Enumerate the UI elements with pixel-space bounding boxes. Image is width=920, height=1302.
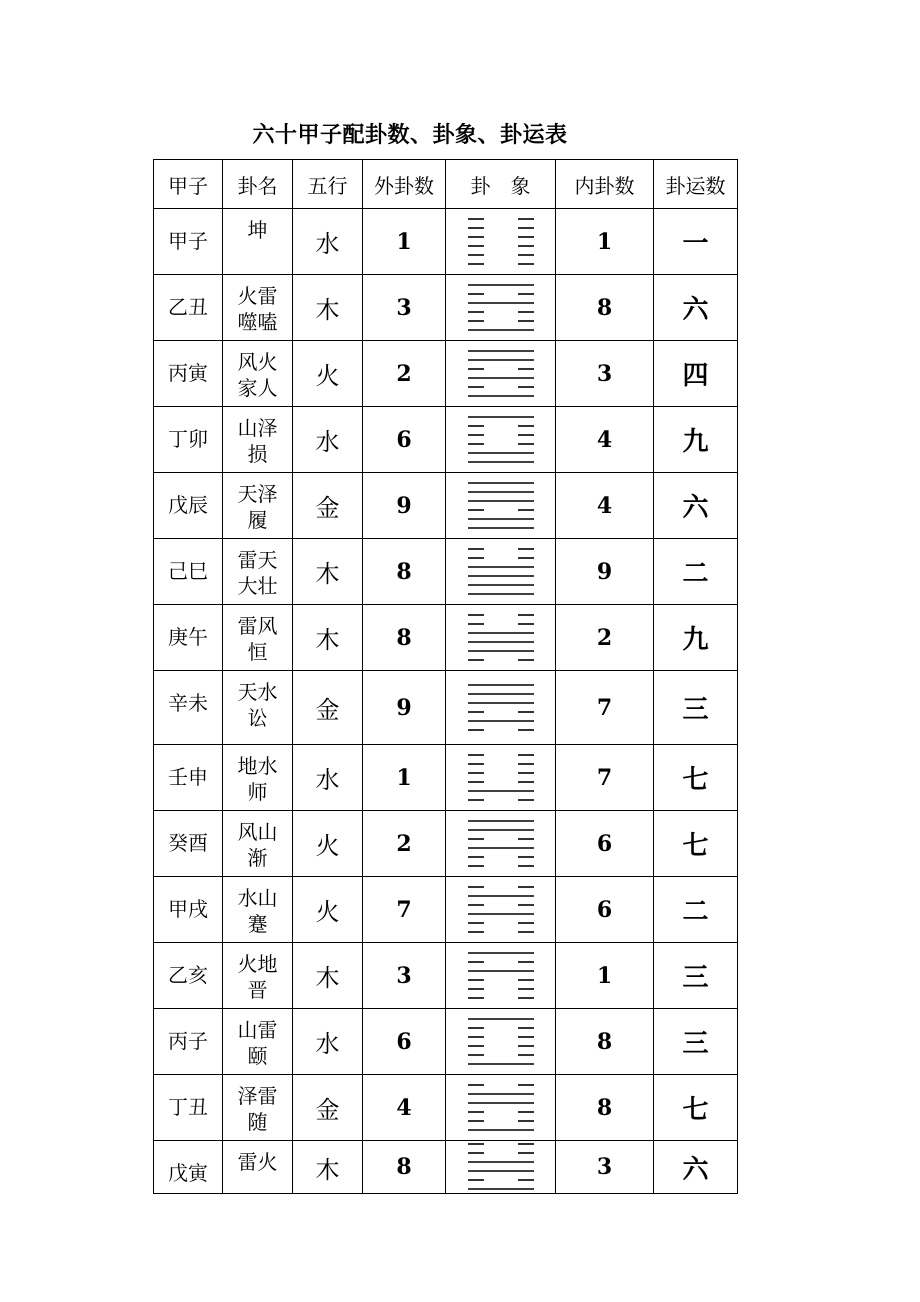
guaming-line-2: 随 <box>247 1110 268 1134</box>
cell-jiazi: 甲子 <box>154 209 223 275</box>
hexagram-icon <box>466 612 536 664</box>
hexagram-icon <box>466 1141 536 1193</box>
cell-guayun: 九 <box>654 407 738 473</box>
cell-guayun: 二 <box>654 539 738 605</box>
cell-wuxing: 金 <box>293 1075 363 1141</box>
guaming-line-2: 晋 <box>247 978 268 1002</box>
cell-wuxing: 金 <box>293 671 363 745</box>
cell-wuxing: 木 <box>293 275 363 341</box>
cell-jiazi: 甲戌 <box>154 877 223 943</box>
cell-neigua: 2 <box>556 605 654 671</box>
cell-guayun: 二 <box>654 877 738 943</box>
guaming-line-1: 天水 <box>237 680 278 704</box>
cell-guaxiang <box>446 1141 556 1194</box>
cell-guayun: 三 <box>654 943 738 1009</box>
guaming-line-1: 火地 <box>237 952 278 976</box>
cell-guaming <box>223 209 293 275</box>
cell-waigua: 9 <box>363 671 446 745</box>
cell-neigua: 9 <box>556 539 654 605</box>
cell-jiazi: 丁卯 <box>154 407 223 473</box>
table-row <box>154 407 738 473</box>
guaming-line-1: 山雷 <box>237 1018 278 1042</box>
cell-guayun: 七 <box>654 811 738 877</box>
cell-wuxing: 火 <box>293 811 363 877</box>
cell-neigua: 3 <box>556 1141 654 1194</box>
cell-guaming <box>223 407 293 473</box>
hexagram-icon <box>466 682 536 734</box>
cell-waigua: 4 <box>363 1075 446 1141</box>
cell-waigua: 9 <box>363 473 446 539</box>
cell-guaming <box>223 341 293 407</box>
cell-neigua: 6 <box>556 877 654 943</box>
header-jiazi: 甲子 <box>154 160 223 209</box>
table-row <box>154 745 738 811</box>
table-row <box>154 811 738 877</box>
cell-waigua: 2 <box>363 341 446 407</box>
cell-guaming <box>223 275 293 341</box>
hexagram-icon <box>466 1016 536 1068</box>
cell-guaming <box>223 671 293 745</box>
table-row <box>154 605 738 671</box>
cell-guayun: 七 <box>654 745 738 811</box>
header-row <box>154 160 738 209</box>
table-row <box>154 539 738 605</box>
cell-jiazi: 戊寅 <box>154 1141 223 1194</box>
guaming-line-1: 泽雷 <box>237 1084 278 1108</box>
header-wuxing: 五行 <box>293 160 363 209</box>
cell-neigua: 7 <box>556 745 654 811</box>
guaming-line-2: 履 <box>247 508 268 532</box>
hexagram-icon <box>466 216 536 268</box>
cell-waigua: 8 <box>363 539 446 605</box>
cell-guaxiang <box>446 341 556 407</box>
cell-wuxing: 水 <box>293 1009 363 1075</box>
cell-guayun: 六 <box>654 1141 738 1194</box>
hexagram-icon <box>466 414 536 466</box>
guaming-line-1: 地水 <box>237 754 278 778</box>
hexagram-icon <box>466 546 536 598</box>
cell-waigua: 8 <box>363 1141 446 1194</box>
cell-wuxing: 木 <box>293 605 363 671</box>
cell-wuxing: 水 <box>293 745 363 811</box>
guaming-line-2: 蹇 <box>247 912 268 936</box>
table-row <box>154 341 738 407</box>
cell-waigua: 7 <box>363 877 446 943</box>
cell-neigua: 8 <box>556 275 654 341</box>
cell-guaming <box>223 539 293 605</box>
hexagram-icon <box>466 348 536 400</box>
table-row <box>154 1009 738 1075</box>
cell-waigua: 1 <box>363 209 446 275</box>
table-row <box>154 1141 738 1194</box>
cell-jiazi: 己巳 <box>154 539 223 605</box>
table-row <box>154 943 738 1009</box>
cell-jiazi: 丁丑 <box>154 1075 223 1141</box>
cell-guayun: 三 <box>654 671 738 745</box>
cell-neigua: 8 <box>556 1075 654 1141</box>
hexagram-table <box>153 159 738 1194</box>
guaming-line-1: 雷火 <box>237 1150 278 1174</box>
guaming-line-2: 噬嗑 <box>237 310 278 334</box>
cell-guaming <box>223 811 293 877</box>
table-row <box>154 671 738 745</box>
cell-wuxing: 木 <box>293 943 363 1009</box>
cell-guayun: 四 <box>654 341 738 407</box>
cell-guaxiang <box>446 877 556 943</box>
cell-neigua: 8 <box>556 1009 654 1075</box>
guaming-line-1: 雷风 <box>237 614 278 638</box>
cell-waigua: 2 <box>363 811 446 877</box>
cell-neigua: 7 <box>556 671 654 745</box>
cell-waigua: 1 <box>363 745 446 811</box>
hexagram-icon <box>466 884 536 936</box>
cell-wuxing: 金 <box>293 473 363 539</box>
cell-neigua: 6 <box>556 811 654 877</box>
cell-jiazi: 庚午 <box>154 605 223 671</box>
cell-guaxiang <box>446 745 556 811</box>
cell-wuxing: 火 <box>293 877 363 943</box>
cell-neigua: 4 <box>556 473 654 539</box>
guaming-line-1: 风火 <box>237 350 278 374</box>
cell-wuxing: 木 <box>293 1141 363 1194</box>
cell-jiazi: 癸酉 <box>154 811 223 877</box>
hexagram-icon <box>466 950 536 1002</box>
header-waigua: 外卦数 <box>363 160 446 209</box>
guaming-line-2: 讼 <box>247 706 268 730</box>
cell-neigua: 1 <box>556 943 654 1009</box>
cell-guaxiang <box>446 811 556 877</box>
guaming-line-1: 山泽 <box>237 416 278 440</box>
cell-guaxiang <box>446 275 556 341</box>
cell-guaming <box>223 1075 293 1141</box>
cell-neigua: 1 <box>556 209 654 275</box>
header-neigua: 内卦数 <box>556 160 654 209</box>
guaming-line-2: 家人 <box>237 376 278 400</box>
cell-guaxiang <box>446 407 556 473</box>
guaming-line-1: 雷天 <box>237 548 278 572</box>
header-guayun: 卦运数 <box>654 160 738 209</box>
cell-jiazi: 乙亥 <box>154 943 223 1009</box>
page-title: 六十甲子配卦数、卦象、卦运表 <box>252 123 568 148</box>
cell-waigua: 3 <box>363 943 446 1009</box>
guaming-line-2: 渐 <box>247 846 268 870</box>
cell-guaxiang <box>446 1009 556 1075</box>
cell-waigua: 6 <box>363 1009 446 1075</box>
cell-guaming <box>223 1141 293 1194</box>
header-guaxiang: 卦 象 <box>446 160 556 209</box>
table-row <box>154 209 738 275</box>
cell-waigua: 8 <box>363 605 446 671</box>
guaming-line-2: 师 <box>247 780 268 804</box>
cell-guaming <box>223 745 293 811</box>
hexagram-icon <box>466 818 536 870</box>
table-body <box>154 209 738 1194</box>
cell-wuxing: 水 <box>293 209 363 275</box>
guaming-line-1: 坤 <box>247 218 268 242</box>
cell-jiazi: 戊辰 <box>154 473 223 539</box>
cell-guaxiang <box>446 671 556 745</box>
guaming-line-1: 火雷 <box>237 284 278 308</box>
cell-guayun: 一 <box>654 209 738 275</box>
cell-guaxiang <box>446 943 556 1009</box>
cell-guaming <box>223 943 293 1009</box>
guaming-line-1: 水山 <box>237 886 278 910</box>
guaming-line-2: 恒 <box>247 640 268 664</box>
cell-wuxing: 水 <box>293 407 363 473</box>
cell-guayun: 九 <box>654 605 738 671</box>
cell-jiazi: 丙寅 <box>154 341 223 407</box>
hexagram-icon <box>466 752 536 804</box>
cell-jiazi: 乙丑 <box>154 275 223 341</box>
cell-guaxiang <box>446 605 556 671</box>
cell-guayun: 六 <box>654 473 738 539</box>
cell-waigua: 6 <box>363 407 446 473</box>
table-row <box>154 877 738 943</box>
cell-neigua: 3 <box>556 341 654 407</box>
cell-wuxing: 火 <box>293 341 363 407</box>
cell-guaxiang <box>446 539 556 605</box>
cell-guaxiang <box>446 473 556 539</box>
cell-guayun: 七 <box>654 1075 738 1141</box>
cell-jiazi: 丙子 <box>154 1009 223 1075</box>
cell-jiazi: 辛未 <box>154 671 223 745</box>
cell-guayun: 六 <box>654 275 738 341</box>
cell-jiazi: 壬申 <box>154 745 223 811</box>
guaming-line-1: 天泽 <box>237 482 278 506</box>
table-row <box>154 275 738 341</box>
table-row <box>154 473 738 539</box>
guaming-line-2: 大壮 <box>237 574 278 598</box>
cell-waigua: 3 <box>363 275 446 341</box>
hexagram-icon <box>466 480 536 532</box>
table-row <box>154 1075 738 1141</box>
header-guaming: 卦名 <box>223 160 293 209</box>
cell-guaming <box>223 1009 293 1075</box>
guaming-line-2: 损 <box>247 442 268 466</box>
cell-guaxiang <box>446 1075 556 1141</box>
hexagram-icon <box>466 282 536 334</box>
cell-guayun: 三 <box>654 1009 738 1075</box>
cell-neigua: 4 <box>556 407 654 473</box>
hexagram-icon <box>466 1082 536 1134</box>
guaming-line-1: 风山 <box>237 820 278 844</box>
guaming-line-2: 颐 <box>247 1044 268 1068</box>
cell-wuxing: 木 <box>293 539 363 605</box>
cell-guaming <box>223 473 293 539</box>
cell-guaming <box>223 877 293 943</box>
cell-guaxiang <box>446 209 556 275</box>
cell-guaming <box>223 605 293 671</box>
